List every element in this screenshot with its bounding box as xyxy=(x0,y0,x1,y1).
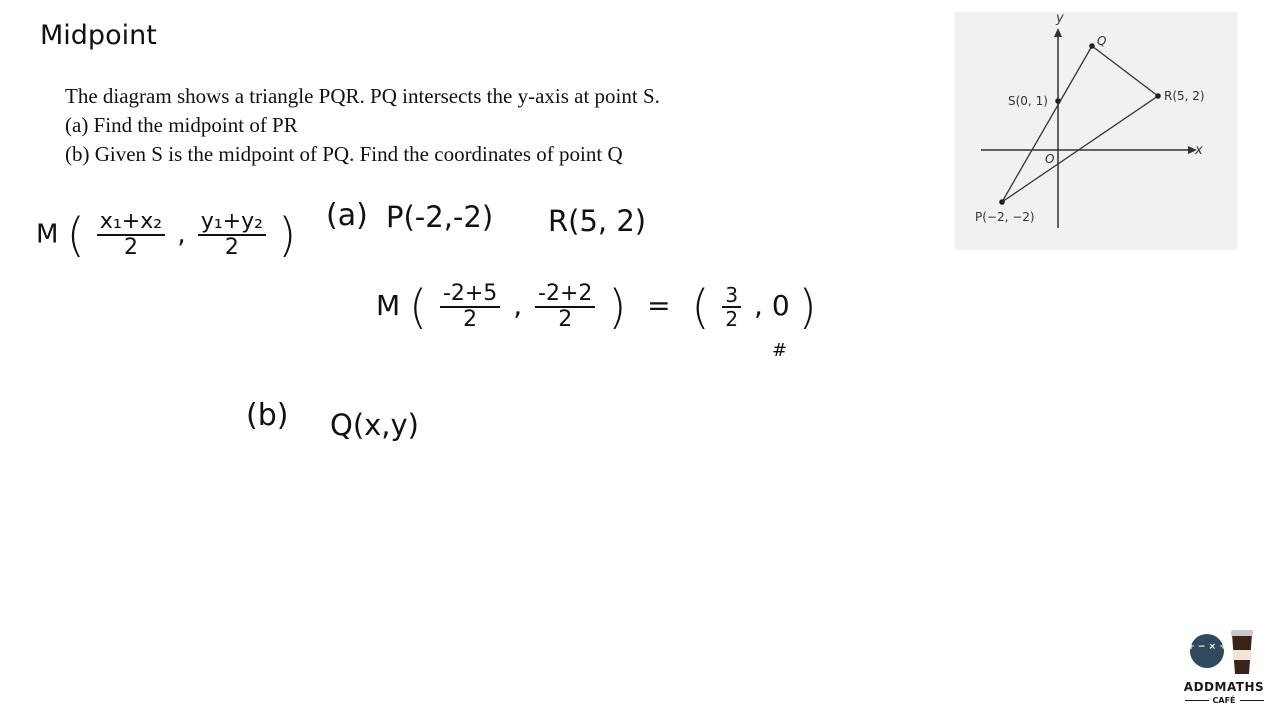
coffee-sleeve xyxy=(1233,650,1251,660)
calc-close-paren: ) xyxy=(608,280,627,335)
question-text xyxy=(65,82,660,169)
axis-x-label: x xyxy=(1195,143,1203,158)
point-r xyxy=(1155,93,1161,99)
formula-x-denominator: 2 xyxy=(123,235,138,261)
question-intro: The diagram shows a triangle PQR. PQ intersects the y-axis at point S. xyxy=(65,84,660,108)
addmaths-cafe-logo xyxy=(1176,628,1272,712)
axis-y-label: y xyxy=(1056,12,1064,26)
point-q xyxy=(1089,43,1095,49)
diagram-svg xyxy=(955,12,1237,250)
question-part-b: (b) Given S is the midpoint of PQ. Find the coordinates of point Q xyxy=(65,142,623,166)
logo-sub-text: CAFÉ xyxy=(1212,696,1236,705)
calc-x-denominator: 2 xyxy=(463,307,478,333)
midpoint-calculation xyxy=(376,280,817,335)
calc-y-fraction xyxy=(535,282,595,332)
logo-icon xyxy=(1176,628,1272,680)
side-qr xyxy=(1092,46,1158,96)
origin-label: O xyxy=(1045,152,1055,166)
logo-subtitle xyxy=(1176,696,1272,705)
comma: , xyxy=(177,219,186,250)
math-symbols: + − × ÷ xyxy=(1187,642,1227,652)
calc-y-numerator: -2+2 xyxy=(535,282,595,308)
s-label: S(0, 1) xyxy=(1008,94,1048,108)
calc-open-paren: ( xyxy=(409,280,428,335)
coffee-lid xyxy=(1231,630,1253,636)
calc-x-numerator: -2+5 xyxy=(440,282,500,308)
result-y: 0 xyxy=(771,289,790,323)
page-title: Midpoint xyxy=(40,20,157,51)
formula-x-numerator: x₁+x₂ xyxy=(97,210,165,236)
part-b-label: (b) xyxy=(246,398,289,433)
formula-y-numerator: y₁+y₂ xyxy=(198,210,266,236)
point-q-handwritten: Q(x,y) xyxy=(330,408,419,442)
y-axis-arrow xyxy=(1054,28,1062,37)
result-x-numerator: 3 xyxy=(722,284,741,308)
logo-name: ADDMATHS xyxy=(1183,680,1265,694)
calc-x-fraction xyxy=(440,282,500,332)
question-part-a: (a) Find the midpoint of PR xyxy=(65,113,298,137)
point-r-handwritten: R(5, 2) xyxy=(548,204,647,238)
midpoint-formula xyxy=(36,208,297,263)
r-label: R(5, 2) xyxy=(1164,89,1205,103)
part-a-label: (a) xyxy=(326,198,368,233)
p-label: P(−2, −2) xyxy=(975,210,1035,224)
calc-comma: , xyxy=(513,289,523,323)
side-pr xyxy=(1002,96,1158,202)
side-pq xyxy=(1002,46,1092,202)
result-x-denominator: 2 xyxy=(725,307,739,332)
calc-m: M xyxy=(376,289,401,323)
formula-x-fraction xyxy=(97,210,165,260)
calc-y-denominator: 2 xyxy=(558,307,573,333)
result-x-fraction xyxy=(722,284,741,330)
point-s xyxy=(1055,98,1061,104)
point-p-handwritten: P(-2,-2) xyxy=(386,200,494,234)
end-mark: # xyxy=(772,340,788,361)
formula-y-fraction xyxy=(198,210,266,260)
formula-m: M xyxy=(36,219,59,250)
close-paren: ) xyxy=(278,208,297,263)
open-paren: ( xyxy=(66,208,85,263)
result-open-paren: ( xyxy=(691,280,710,335)
result-close-paren: ) xyxy=(798,280,817,335)
point-p xyxy=(999,199,1005,205)
result-comma: , xyxy=(754,289,763,323)
calc-equals: = xyxy=(647,289,671,323)
formula-y-denominator: 2 xyxy=(224,235,239,261)
q-label: Q xyxy=(1097,34,1107,48)
triangle-diagram xyxy=(955,12,1237,250)
